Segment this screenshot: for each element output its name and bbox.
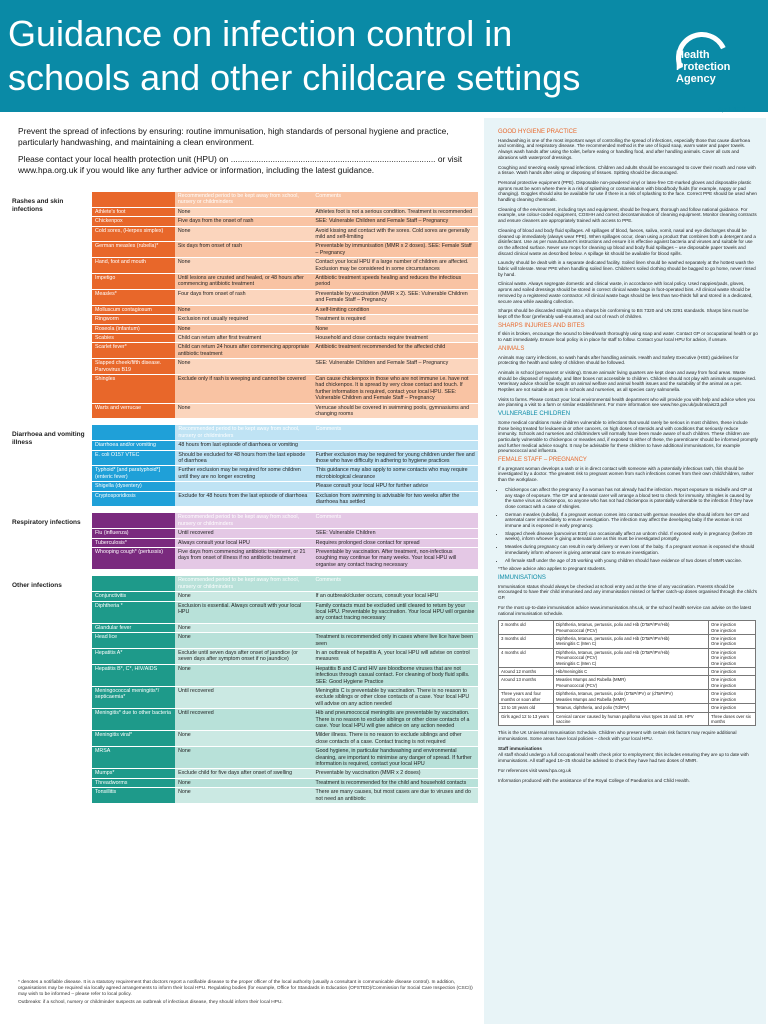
condition-cell: Impetigo <box>92 274 175 290</box>
schedule-age-cell: 2 months old <box>499 621 554 635</box>
table-row <box>92 324 478 333</box>
comments-cell: Hib and pneumococcal meningitis are preventable by vaccination. There is no reason to exclude siblings or other close contacts of a case. Your local HPU will give advice on any action needed <box>312 709 478 731</box>
pregnancy-bullet: • Measles during pregnancy can result in early delivery or even loss of the baby. If a pregnant woman is exposed she should immediately inform whoever is giving antenatal care to ensure investigation. <box>505 544 758 555</box>
section-label: Respiratory infections <box>12 519 81 527</box>
footnote-outbreaks: Outbreaks: if a school, nursery or childminder suspects an outbreak of infectious disease, they should inform their local HPU. <box>18 1000 283 1005</box>
condition-cell: Ringworm <box>92 315 175 324</box>
table-row <box>92 601 478 623</box>
exclusion-period-cell: None <box>175 403 313 419</box>
comments-cell: A self-limiting condition <box>312 305 478 314</box>
heading-sharps: SHARPS INJURIES AND BITES <box>498 322 585 329</box>
schedule-age-cell: Around 12 months <box>499 668 554 676</box>
para-immunisations-link: For the most up-to-date immunisation advice www.immunisation.nhs.uk, or the school health service can advise on the latest national immunisation schedule. <box>498 604 752 616</box>
comments-cell: Can cause chickenpox in those who are not immune i.e. have not had chickenpox. It is spread by very close contact and touch. If further information is required, contact your local HPU. SEE: Vulnerable Children and Female Staff – Pregnancy <box>312 374 478 403</box>
exclusion-period-cell <box>175 482 312 491</box>
schedule-dose-cell: Three doses over six months <box>709 712 756 726</box>
comments-cell: Antibiotic treatment speeds healing and reduces the infectious period <box>312 274 478 290</box>
exclusion-period-cell: None <box>175 623 312 632</box>
pregnancy-bullet: • Chickenpox can affect the pregnancy if a woman has not already had the infection. Report exposure to midwife and GP at any stage of exposure. The GP and antenatal carer will arrange a blood test to check for immunity. Shingles is caused by the same virus as chickenpox, so anyone who has not had chickenpox is potentially vulnerable to the infection if they have close contact with a case of shingles. <box>505 487 758 510</box>
header-cell: Recommended period to be kept away from school, nursery or childminders <box>175 576 312 591</box>
header-cell <box>92 425 175 440</box>
table-row <box>92 592 478 601</box>
table-row <box>92 648 478 664</box>
schedule-row <box>499 676 756 690</box>
schedule-vaccine-cell: Hib/meningitis C <box>554 668 709 676</box>
para-sharps: Sharps should be discarded straight into a sharps bin conforming to BS 7320 and UN 3291 standards. Sharps bins must be kept off the floor (preferably wall-mounted) and out of reach of children. <box>498 308 749 319</box>
schedule-row <box>499 712 756 726</box>
comments-cell: Exclusion from swimming is advisable for two weeks after the diarrhoea has settled <box>313 491 478 507</box>
schedule-row <box>499 621 756 635</box>
table-row <box>92 491 478 507</box>
exclusion-period-cell: Five days from the onset of rash <box>175 217 313 226</box>
condition-cell: Conjunctivitis <box>92 592 175 601</box>
heading-pregnancy: FEMALE STAFF – PREGNANCY <box>498 457 587 464</box>
exclusion-period-cell: Child can return 24 hours after commencing appropriate antibiotic treatment <box>175 343 313 359</box>
exclusion-period-cell: Six days from onset of rash <box>175 242 313 258</box>
comments-cell: This guidance may also apply to some contacts who may require microbiological clearance <box>313 466 478 482</box>
table-row <box>92 450 478 466</box>
comments-cell: Good hygiene, in particular handwashing and environmental cleaning, are important to minimise any danger of spread. If further information is required, contact your local HPU <box>312 747 478 769</box>
table-row <box>92 343 478 359</box>
table-header-row <box>92 192 478 207</box>
header-cell <box>92 576 175 591</box>
condition-cell: Mumps* <box>92 769 175 778</box>
exclusion-period-cell: Until recovered <box>175 686 312 708</box>
condition-cell: Typhoid* [and paratyphoid*] (enteric fever) <box>92 466 175 482</box>
comments-cell: Requires prolonged close contact for spread <box>313 538 478 547</box>
comments-cell: There are many causes, but most cases are due to viruses and do not need an antibiotic <box>312 788 478 804</box>
schedule-dose-cell: One injection <box>709 704 756 712</box>
section-label: Diarrhoea and vomiting illness <box>12 431 85 447</box>
para-staff: All staff should undergo a full occupational health check prior to employment; this includes ensuring they are up to date with immunisations. All staff aged 16–25 should be advised to check they have had two doses of MMR. <box>498 752 749 764</box>
pregnancy-bullets <box>498 487 758 563</box>
comments-cell: In an outbreak of hepatitis A, your local HPU will advise on control measures <box>312 648 478 664</box>
table-row <box>92 315 478 324</box>
publication-date: April 2010 <box>718 107 746 113</box>
schedule-dose-cell: One injection One injection <box>709 621 756 635</box>
condition-cell: Tonsillitis <box>92 788 175 804</box>
heading-vulnerable: VULNERABLE CHILDREN <box>498 411 571 418</box>
condition-cell: Meningococcal meningitis*/ septicaemia* <box>92 686 175 708</box>
comments-cell: Preventable by immunisation (MMR x 2 doses). SEE: Female Staff – Pregnancy <box>312 242 478 258</box>
exclusion-period-cell: None <box>175 633 312 649</box>
table-row <box>92 731 478 747</box>
header-cell: Comments <box>313 425 478 440</box>
hpa-logo <box>658 49 758 100</box>
footnotes <box>18 980 478 1008</box>
condition-cell: Slapped cheek/fifth disease. Parvovirus B19 <box>92 359 175 375</box>
page-title: Guidance on infection control in schools and other childcare settings <box>8 13 581 98</box>
schedule-age-cell: Three years and four months or soon after <box>499 690 554 704</box>
comments-cell: Preventable by vaccination (MMR x 2 doses) <box>312 769 478 778</box>
exclusion-period-cell: Until recovered <box>175 709 312 731</box>
exclusion-period-cell: 48 hours from last episode of diarrhoea or vomiting <box>175 441 312 450</box>
table-row <box>92 207 478 216</box>
header-cell <box>92 513 175 528</box>
schedule-age-cell: Girls aged 12 to 13 years <box>499 712 554 726</box>
comments-cell: Preventable by vaccination (MMR x 2). SEE: Vulnerable Children and Female Staff – Pregnancy <box>312 289 478 305</box>
condition-cell: Diphtheria * <box>92 601 175 623</box>
section-label: Other infections <box>12 582 62 590</box>
comments-cell: Household and close contacts require treatment <box>312 333 478 342</box>
comments-cell: Meningitis C is preventable by vaccination. There is no reason to exclude siblings or other close contacts of a case. Your local HPU will advise on any action needed <box>312 686 478 708</box>
condition-cell: Scarlet fever* <box>92 343 175 359</box>
rashes-table <box>92 192 478 419</box>
schedule-dose-cell: One injection One injection One injection <box>709 648 756 667</box>
guidance-tables <box>12 192 478 810</box>
section-other <box>12 576 478 804</box>
condition-cell: Measles* <box>92 289 175 305</box>
exclusion-period-cell: None <box>175 226 313 242</box>
comments-cell: Treatment is recommended for the child and household contacts <box>312 778 478 787</box>
table-row <box>92 242 478 258</box>
section-label: Rashes and skin infections <box>12 198 64 213</box>
comments-cell: Further exclusion may be required for young children under five and those who have difficulty in adhering to hygiene practices <box>313 450 478 466</box>
para-sharps-injuries: If skin is broken, encourage the wound to bleed/wash thoroughly using soap and water. Contact GP or occupational health or go to A&E immediately. Ensure local policy is in place for staff to follow. Contact your local HPU for advice, if unsure. <box>498 331 758 343</box>
exclusion-period-cell: None <box>175 664 312 686</box>
comments-cell: Family contacts must be excluded until cleared to return by your local HPU. Preventable by vaccination. Your local HPU will organise any contact tracing necessary <box>312 601 478 623</box>
exclusion-period-cell: Further exclusion may be required for some children until they are no longer excreting <box>175 466 312 482</box>
exclusion-period-cell: None <box>175 258 313 274</box>
condition-cell: Molluscum contagiosum <box>92 305 175 314</box>
immunisation-schedule-table <box>498 620 756 726</box>
comments-cell: Preventable by vaccination. After treatment, non-infectious coughing may continue for many weeks. Your local HPU will organise any contact tracing necessary <box>313 548 478 570</box>
comments-cell: Please consult your local HPU for further advice <box>313 482 478 491</box>
exclusion-period-cell: None <box>175 324 313 333</box>
table-row <box>92 374 478 403</box>
schedule-vaccine-cell: Diphtheria, tetanus, pertussis, polio and Hib (DTaP/IPV/Hib) Meningitis C (Men C) <box>554 635 709 649</box>
table-row <box>92 466 478 482</box>
table-row <box>92 633 478 649</box>
exclusion-period-cell: Until recovered <box>175 529 313 538</box>
respiratory-table <box>92 513 478 570</box>
exclusion-period-cell: None <box>175 778 312 787</box>
condition-cell: MRSA <box>92 747 175 769</box>
credit: Information produced with the assistance of the Royal College of Paediatrics and Child Health. <box>498 777 690 783</box>
para-laundry: Laundry should be dealt with in a separate dedicated facility. Soiled linen should be washed separately at the hottest wash the fabric will tolerate. Wear PPE when handling soiled linen. Children's soiled clothing should be bagged to go home, never rinsed by hand. <box>498 260 756 277</box>
schedule-dose-cell: One injection One injection <box>709 690 756 704</box>
condition-cell: Cryptosporidiosis <box>92 491 175 507</box>
para-vulnerable: Some medical conditions make children vulnerable to infections that would rarely be serious in most children, these include those being treated for leukaemia or other cancers, on high doses of steroids and with conditions that seriously reduce immunity. Schools and nurseries and childminders will normally have been made aware of such children. These children are particularly vulnerable to chickenpox or measles and, if exposed to either of these, the parent/carer should be informed promptly and further medical advice sought. It may be advisable for these children to have additional immunisations, for example pneumococcal and influenza. <box>498 419 758 454</box>
comments-cell <box>312 623 478 632</box>
table-row <box>92 778 478 787</box>
table-header-row <box>92 576 478 591</box>
logo-text: Health Protection Agency <box>676 49 731 85</box>
condition-cell: Chickenpox <box>92 217 175 226</box>
comments-cell: Antibiotic treatment recommended for the affected child <box>312 343 478 359</box>
comments-cell: Hepatitis B and C and HIV are bloodborne viruses that are not infectious through casual contact. For cleaning of body fluid spills. SEE: Good Hygiene Practice <box>312 664 478 686</box>
exclusion-period-cell: Should be excluded for 48 hours from the last episode of diarrhoea <box>175 450 312 466</box>
exclusion-period-cell: None <box>175 747 312 769</box>
table-row <box>92 788 478 804</box>
para-coughing: Coughing and sneezing easily spread infections. Children and adults should be encouraged to cover their mouth and nose with a tissue. Wash hands after using or disposing of tissues. Spitting should be discouraged. <box>498 164 756 176</box>
header-cell: Recommended period to be kept away from school, nursery or childminders <box>175 513 313 528</box>
comments-cell: Treatment is required <box>312 315 478 324</box>
pregnancy-bullet: • All female staff under the age of 25 working with young children should have evidence of two doses of MMR vaccine. <box>505 558 758 564</box>
schedule-vaccine-cell: Diphtheria, tetanus, pertussis, polio (DTaP/IPV) or (dTaP/IPV) Measles Mumps and Rubella (MMR) <box>554 690 709 704</box>
comments-cell: SEE: Vulnerable Children <box>313 529 478 538</box>
schedule-row <box>499 690 756 704</box>
comments-cell: Milder illness. There is no reason to exclude siblings and other close contacts of a case. Contact tracing is not required <box>312 731 478 747</box>
comments-cell: None <box>312 324 478 333</box>
table-row <box>92 217 478 226</box>
para-animals-school: Animals in school (permanent or visiting). Ensure animals' living quarters are kept clean and away from food areas. Waste should be disposed of regularly, and litter boxes not accessible to children. Children should not play with animals unsupervised. Veterinary advice should be sought on animal welfare and animal health issues and the suitability of the animal as a pet. Reptiles are not suitable as pets in schools and nurseries, as all species carry salmonella. <box>498 369 757 393</box>
table-row <box>92 548 478 570</box>
table-row <box>92 769 478 778</box>
heading-immunisations: IMMUNISATIONS <box>498 575 546 581</box>
condition-cell: Shigella (dysentery) <box>92 482 175 491</box>
condition-cell: Scabies <box>92 333 175 342</box>
header-cell: Comments <box>312 192 478 207</box>
section-respiratory <box>12 513 478 570</box>
table-row <box>92 538 478 547</box>
diarrhoea-table <box>92 425 478 507</box>
condition-cell: Threadworms <box>92 778 175 787</box>
heading-staff: Staff immunisations <box>498 745 542 751</box>
schedule-vaccine-cell: Measles Mumps and Rubella (MMR) Pneumococcal (PCV) <box>554 676 709 690</box>
para-immunisations: Immunisation status should always be checked at school entry and at the time of any vaccination. Parents should be encouraged to have their child immunised and any immunisation missed or further catch-up doses organised through the child's GP. <box>498 583 758 601</box>
exclusion-period-cell: Exclusion not usually required <box>175 315 313 324</box>
exclusion-period-cell: Four days from onset of rash <box>175 289 313 305</box>
comments-cell: Avoid kissing and contact with the sores. Cold sores are generally mild and self-limiting <box>312 226 478 242</box>
schedule-age-cell: 3 months old <box>499 635 554 649</box>
para-animals: Animals may carry infections, so wash hands after handling animals. Health and Safety Executive (HSE) guidelines for protecting the health and safety of children should be followed. <box>498 354 739 366</box>
header-cell: Comments <box>313 513 478 528</box>
header-cell <box>92 192 175 207</box>
table-row <box>92 333 478 342</box>
table-row <box>92 274 478 290</box>
schedule-row <box>499 704 756 712</box>
condition-cell: E. coli O157 VTEC <box>92 450 175 466</box>
condition-cell: Glandular fever <box>92 623 175 632</box>
table-row <box>92 258 478 274</box>
header-cell: Comments <box>312 576 478 591</box>
schedule-vaccine-cell: Cervical cancer caused by human papilloma virus types 16 and 18. HPV vaccine <box>554 712 709 726</box>
exclusion-period-cell: Exclude only if rash is weeping and cannot be covered <box>175 374 313 403</box>
condition-cell: Hand, foot and mouth <box>92 258 175 274</box>
table-row <box>92 664 478 686</box>
condition-cell: Meningitis* due to other bacteria <box>92 709 175 731</box>
references: For references visit www.hpa.org.uk <box>498 767 572 773</box>
condition-cell: Cold sores, (Herpes simplex) <box>92 226 175 242</box>
pregnancy-bullet: • Slapped cheek disease (parvovirus B19) can occasionally affect an unborn child. If exposed early in pregnancy (before 20 weeks), inform whoever is giving antenatal care as this must be investigated promptly. <box>505 531 758 542</box>
schedule-row <box>499 635 756 649</box>
other-table <box>92 576 478 804</box>
table-row <box>92 482 478 491</box>
comments-cell: Treatment is recommended only in cases where live lice have been seen <box>312 633 478 649</box>
exclusion-period-cell: Always consult your local HPU <box>175 538 313 547</box>
schedule-dose-cell: One injection <box>709 668 756 676</box>
pregnancy-note: *The above advice also applies to pregnant students. <box>498 566 607 572</box>
exclusion-period-cell: Child can return after first treatment <box>175 333 313 342</box>
exclusion-period-cell: None <box>175 788 312 804</box>
table-row <box>92 289 478 305</box>
intro-paragraph-1: Prevent the spread of infections by ensuring: routine immunisation, high standards of personal hygiene and practice, particularly handwashing, and maintaining a clean environment. <box>18 126 449 147</box>
condition-cell: Hepatitis A* <box>92 648 175 664</box>
schedule-age-cell: Around 13 months <box>499 676 554 690</box>
header-cell: Recommended period to be kept away from school, nursery or childminders <box>175 425 312 440</box>
comments-cell: SEE: Vulnerable Children and Female Staff – Pregnancy <box>312 359 478 375</box>
exclusion-period-cell: Five days from commencing antibiotic treatment, or 21 days from onset of illness if no antibiotic treatment <box>175 548 313 570</box>
condition-cell: Head lice <box>92 633 175 649</box>
table-row <box>92 747 478 769</box>
schedule-row <box>499 668 756 676</box>
table-row <box>92 305 478 314</box>
para-blood: Cleaning of blood and body fluid spillages. All spillages of blood, faeces, saliva, vomit, nasal and eye discharges should be cleaned up immediately (always wear PPE). When spillages occur, clean using a product that combines both a detergent and a disinfectant. Use as per manufacturer's instructions and ensure it is effective against bacteria and viruses and suitable for use on the affected surface. Never use mops for cleaning up blood and body fluid spillages – use disposable paper towels and discard clinical waste as described below. A spillage kit should be available for blood spills. <box>498 227 756 256</box>
comments-cell: SEE: Vulnerable Children and Female Staff – Pregnancy <box>312 217 478 226</box>
schedule-age-cell: 13 to 18 years old <box>499 704 554 712</box>
condition-cell: Warts and verrucae <box>92 403 175 419</box>
condition-cell: Roseola (infantum) <box>92 324 175 333</box>
para-cleaning: Cleaning of the environment, including toys and equipment, should be frequent, thorough and follow national guidance. For example, use colour-coded equipment, COSHH and correct decontamination of cleaning equipment. Monitor cleaning contracts and ensure cleaners are appropriately trained with access to PPE. <box>498 206 757 224</box>
para-pregnancy: If a pregnant woman develops a rash or is in direct contact with someone with a potentially infectious rash, this should be investigated by a doctor. The greatest risk to pregnant women from such infections comes from their own child/children, rather than the workplace. <box>498 465 754 483</box>
comments-cell: Verrucae should be covered in swimming pools, gymnasiums and changing rooms <box>312 403 478 419</box>
table-row <box>92 226 478 242</box>
table-row <box>92 359 478 375</box>
condition-cell: Athlete's foot <box>92 207 175 216</box>
exclusion-period-cell: None <box>175 592 312 601</box>
para-ppe: Personal protective equipment (PPE). Disposable non-powdered vinyl or latex-free CE-marked gloves and disposable plastic aprons must be worn where there is a risk of splashing or contamination with blood/body fluids (for example, nappy or pad changing). Goggles should also be available for use if there is a risk of splashing to the face. Correct PPE should be used when handling cleaning chemicals. <box>498 179 757 203</box>
condition-cell: Hepatitis B*, C*, HIV/AIDS <box>92 664 175 686</box>
schedule-age-cell: 4 months old <box>499 648 554 667</box>
comments-cell: If an outbreak/cluster occurs, consult your local HPU <box>312 592 478 601</box>
intro-paragraph-2: Please contact your local health protection unit (HPU) on ........................................................................................ or visit www.hpa.org.uk if you would like any further advice or information, including the latest guidance. <box>18 154 463 175</box>
comments-cell <box>313 441 478 450</box>
exclusion-period-cell: None <box>175 207 313 216</box>
condition-cell: Shingles <box>92 374 175 403</box>
table-header-row <box>92 513 478 528</box>
schedule-vaccine-cell: Diphtheria, tetanus, pertussis, polio and Hib (DTaP/IPV/Hib) Pneumococcal (PCV) <box>554 621 709 635</box>
exclusion-period-cell: Exclude until seven days after onset of jaundice (or seven days after symptom onset if no jaundice) <box>175 648 312 664</box>
section-diarrhoea <box>12 425 478 507</box>
table-row <box>92 623 478 632</box>
heading-animals: ANIMALS <box>498 345 525 352</box>
schedule-vaccine-cell: Tetanus, diphtheria, and polio (Td/IPV) <box>554 704 709 712</box>
exclusion-period-cell: Exclude for 48 hours from the last episode of diarrhoea <box>175 491 312 507</box>
table-row <box>92 441 478 450</box>
exclusion-period-cell: None <box>175 731 312 747</box>
comments-cell: Contact your local HPU if a large number of children are affected. Exclusion may be considered in some circumstances <box>312 258 478 274</box>
heading-good-hygiene: GOOD HYGIENE PRACTICE <box>498 129 578 135</box>
table-header-row <box>92 425 478 440</box>
header-cell: Recommended period to be kept away from school, nursery or childminders <box>175 192 313 207</box>
exclusion-period-cell: Exclude child for five days after onset of swelling <box>175 769 312 778</box>
table-row <box>92 529 478 538</box>
condition-cell: Meningitis viral* <box>92 731 175 747</box>
table-row <box>92 686 478 708</box>
section-rashes <box>12 192 478 419</box>
table-row <box>92 403 478 419</box>
schedule-row <box>499 648 756 667</box>
para-handwashing: Handwashing is one of the most important ways of controlling the spread of infections, especially those that cause diarrhoea and vomiting, and respiratory disease. The recommended method is the use of liquid soap, warm water and paper towels. Always wash hands after using the toilet, before eating or handling food, and after handling animals. Cover all cuts and abrasions with waterproof dressings. <box>498 137 751 160</box>
para-farms: Visits to farms. Please contact your local environmental health department who will provide you with help and advice when you are planning a visit to a farm or similar establishment. For more information see www.hse.gov.uk/pubns/ais23.pdf <box>498 396 756 408</box>
header-banner <box>0 0 768 112</box>
condition-cell: Flu (influenza) <box>92 529 175 538</box>
schedule-dose-cell: One injection One injection <box>709 676 756 690</box>
table-row <box>92 709 478 731</box>
condition-cell: Diarrhoea and/or vomiting <box>92 441 175 450</box>
exclusion-period-cell: Exclusion is essential. Always consult with your local HPU <box>175 601 312 623</box>
condition-cell: Whooping cough* (pertussis) <box>92 548 175 570</box>
schedule-vaccine-cell: Diphtheria, tetanus, pertussis, polio and Hib (DTaP/IPV/Hib) Pneumococcal (PCV) Meningitis C (Men C) <box>554 648 709 667</box>
pregnancy-bullet: • German measles (rubella). If a pregnant woman comes into contact with german measles she should inform her GP and antenatal carer immediately to ensure investigation. The infection may affect the developing baby if the woman is not immune and is exposed in early pregnancy. <box>505 512 758 529</box>
exclusion-period-cell: None <box>175 359 313 375</box>
condition-cell: Tuberculosis* <box>92 538 175 547</box>
exclusion-period-cell: Until lesions are crusted and healed, or 48 hours after commencing antibiotic treatment <box>175 274 313 290</box>
condition-cell: German measles (rubella)* <box>92 242 175 258</box>
intro <box>18 126 480 182</box>
schedule-note: This is the UK Universal Immunisation Schedule. Children who present with certain risk factors may require additional immunisations. Some areas have local policies – check with your local HPU. <box>498 730 737 742</box>
schedule-dose-cell: One injection One injection <box>709 635 756 649</box>
comments-cell: Athletes foot is not a serious condition. Treatment is recommended <box>312 207 478 216</box>
para-clinical-waste: Clinical waste. Always segregate domestic and clinical waste, in accordance with local policy. Used nappies/pads, gloves, aprons and soiled dressings should be stored in correct clinical waste bags in foot-operated bins. All clinical waste should be removed by a registered waste contractor. All clinical waste bags should be less than two-thirds full and stored in a dedicated, secure area while awaiting collection. <box>498 281 753 304</box>
footnote-notifiable: * denotes a notifiable disease. It is a statutory requirement that doctors report a notifiable disease to the proper officer of the local authority (usually a consultant in communicable disease control). In addition, organisations may be required via locally agreed arrangements to inform their local HPU. Regulating bodies (for example, Office for Standards in Education (OFSTED)/Commission for Social Care Inspection (CSCI)) may wish to be informed – please refer to local policy. <box>18 980 473 997</box>
sidebar <box>484 118 766 1024</box>
exclusion-period-cell: None <box>175 305 313 314</box>
